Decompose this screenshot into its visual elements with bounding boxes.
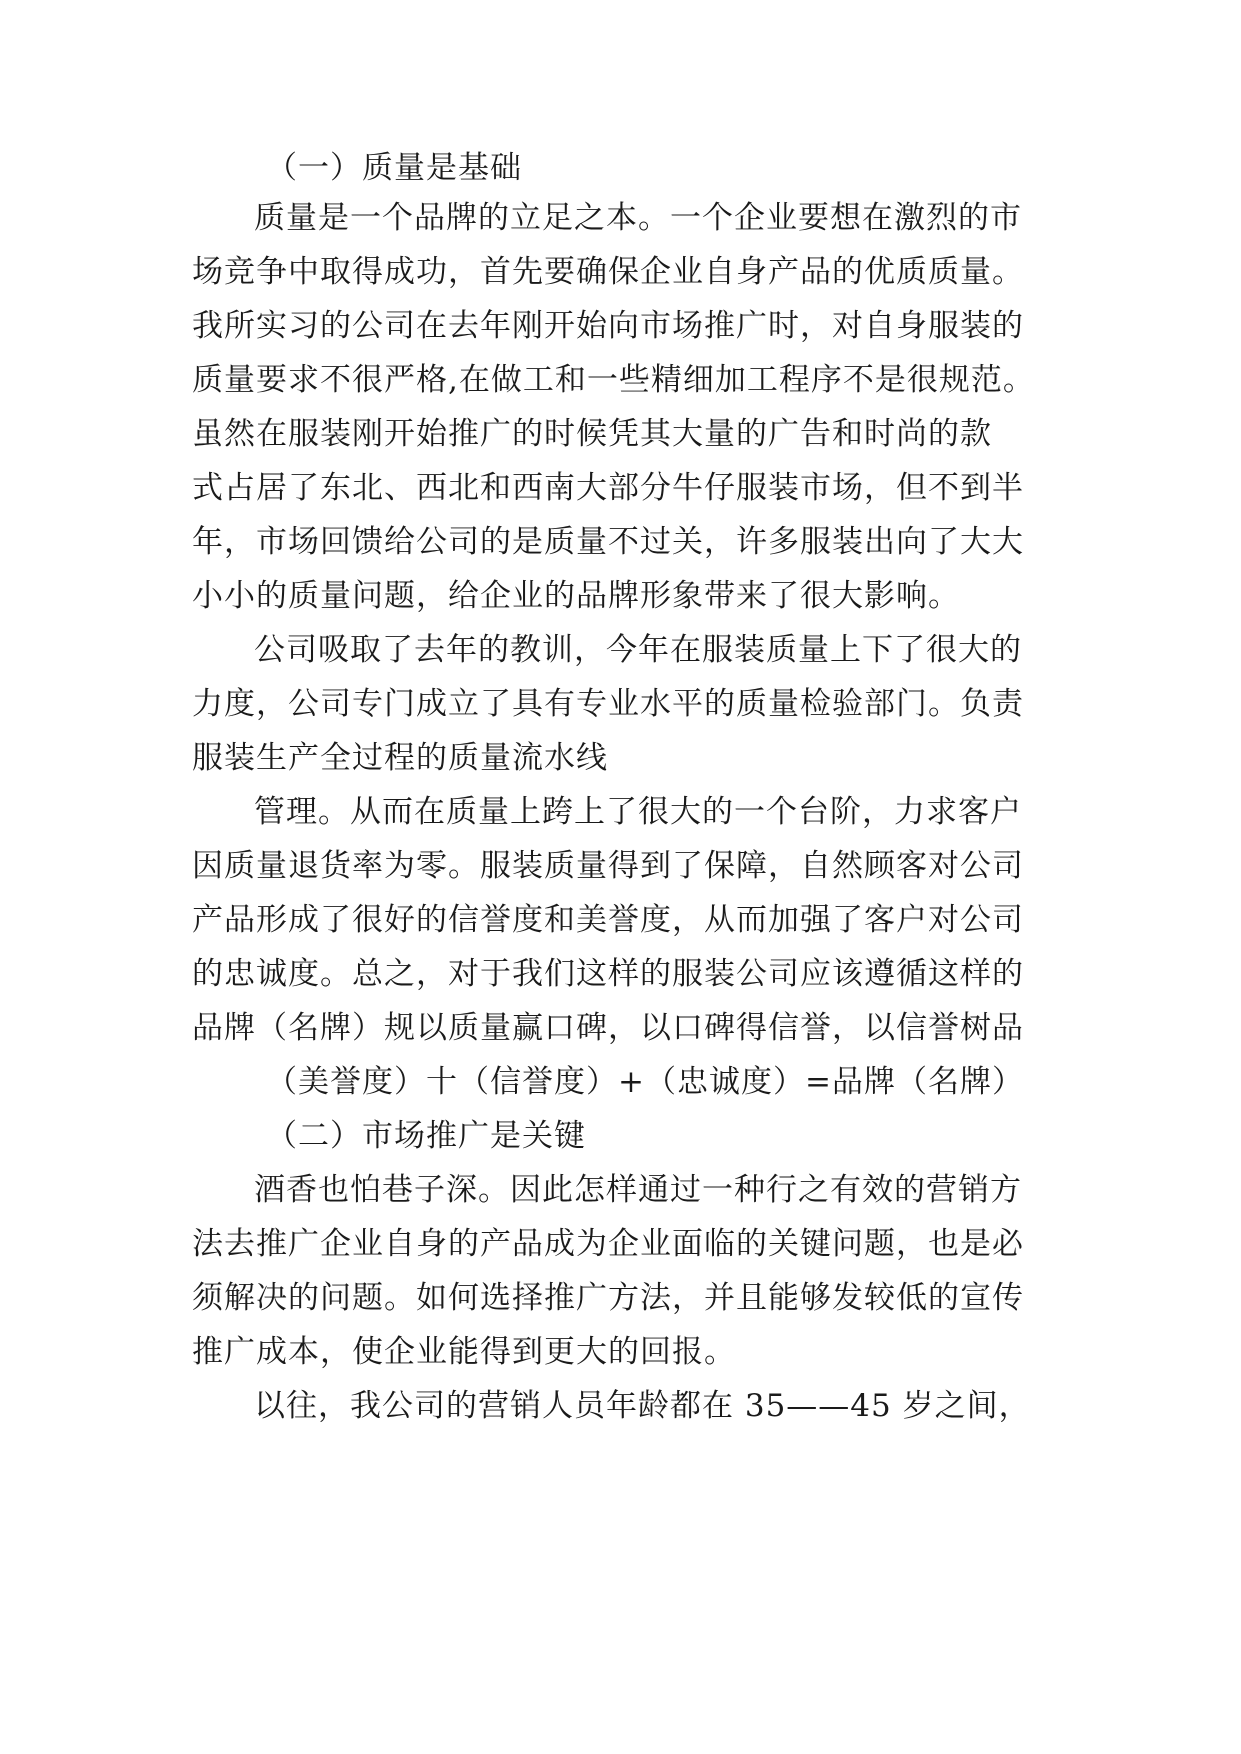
paragraph-line: 品牌（名牌）规以质量赢口碑，以口碑得信誉，以信誉树品 [192,1010,1024,1046]
paragraph-line: 年，市场回馈给公司的是质量不过关，许多服装出向了大大 [192,524,1024,560]
section-heading-marketing: （二）市场推广是关键 [266,1118,586,1154]
paragraph-line: 公司吸取了去年的教训，今年在服装质量上下了很大的 [254,632,1022,668]
paragraph-line: 因质量退货率为零。服装质量得到了保障，自然顾客对公司 [192,848,1024,884]
brand-formula: （美誉度）十（信誉度）+（忠诚度）=品牌（名牌） [266,1064,1024,1100]
paragraph-line: 服装生产全过程的质量流水线 [192,740,608,776]
paragraph-line: 须解决的问题。如何选择推广方法，并且能够发较低的宣传 [192,1280,1024,1316]
paragraph-line: 产品形成了很好的信誉度和美誉度，从而加强了客户对公司 [192,902,1024,938]
paragraph-line: 管理。从而在质量上跨上了很大的一个台阶，力求客户 [254,794,1022,830]
paragraph-line: 力度，公司专门成立了具有专业水平的质量检验部门。负责 [192,686,1024,722]
paragraph-line: 推广成本，使企业能得到更大的回报。 [192,1334,736,1370]
section-heading-quality: （一）质量是基础 [266,150,522,186]
paragraph-line: 以往，我公司的营销人员年龄都在 35——45 岁之间， [254,1388,1031,1424]
paragraph-line: 我所实习的公司在去年刚开始向市场推广时，对自身服装的 [192,308,1024,344]
paragraph-line: 质量要求不很严格,在做工和一些精细加工程序不是很规范。 [192,362,1035,398]
paragraph-line: 场竞争中取得成功，首先要确保企业自身产品的优质质量。 [192,254,1024,290]
paragraph-line: 法去推广企业自身的产品成为企业面临的关键问题，也是必 [192,1226,1024,1262]
paragraph-line: 酒香也怕巷子深。因此怎样通过一种行之有效的营销方 [254,1172,1022,1208]
paragraph-line: 质量是一个品牌的立足之本。一个企业要想在激烈的市 [254,200,1022,236]
paragraph-line: 小小的质量问题，给企业的品牌形象带来了很大影响。 [192,578,960,614]
paragraph-line: 式占居了东北、西北和西南大部分牛仔服装市场，但不到半 [192,470,1024,506]
paragraph-line: 的忠诚度。总之，对于我们这样的服装公司应该遵循这样的 [192,956,1024,992]
paragraph-line: 虽然在服装刚开始推广的时候凭其大量的广告和时尚的款 [192,416,992,452]
